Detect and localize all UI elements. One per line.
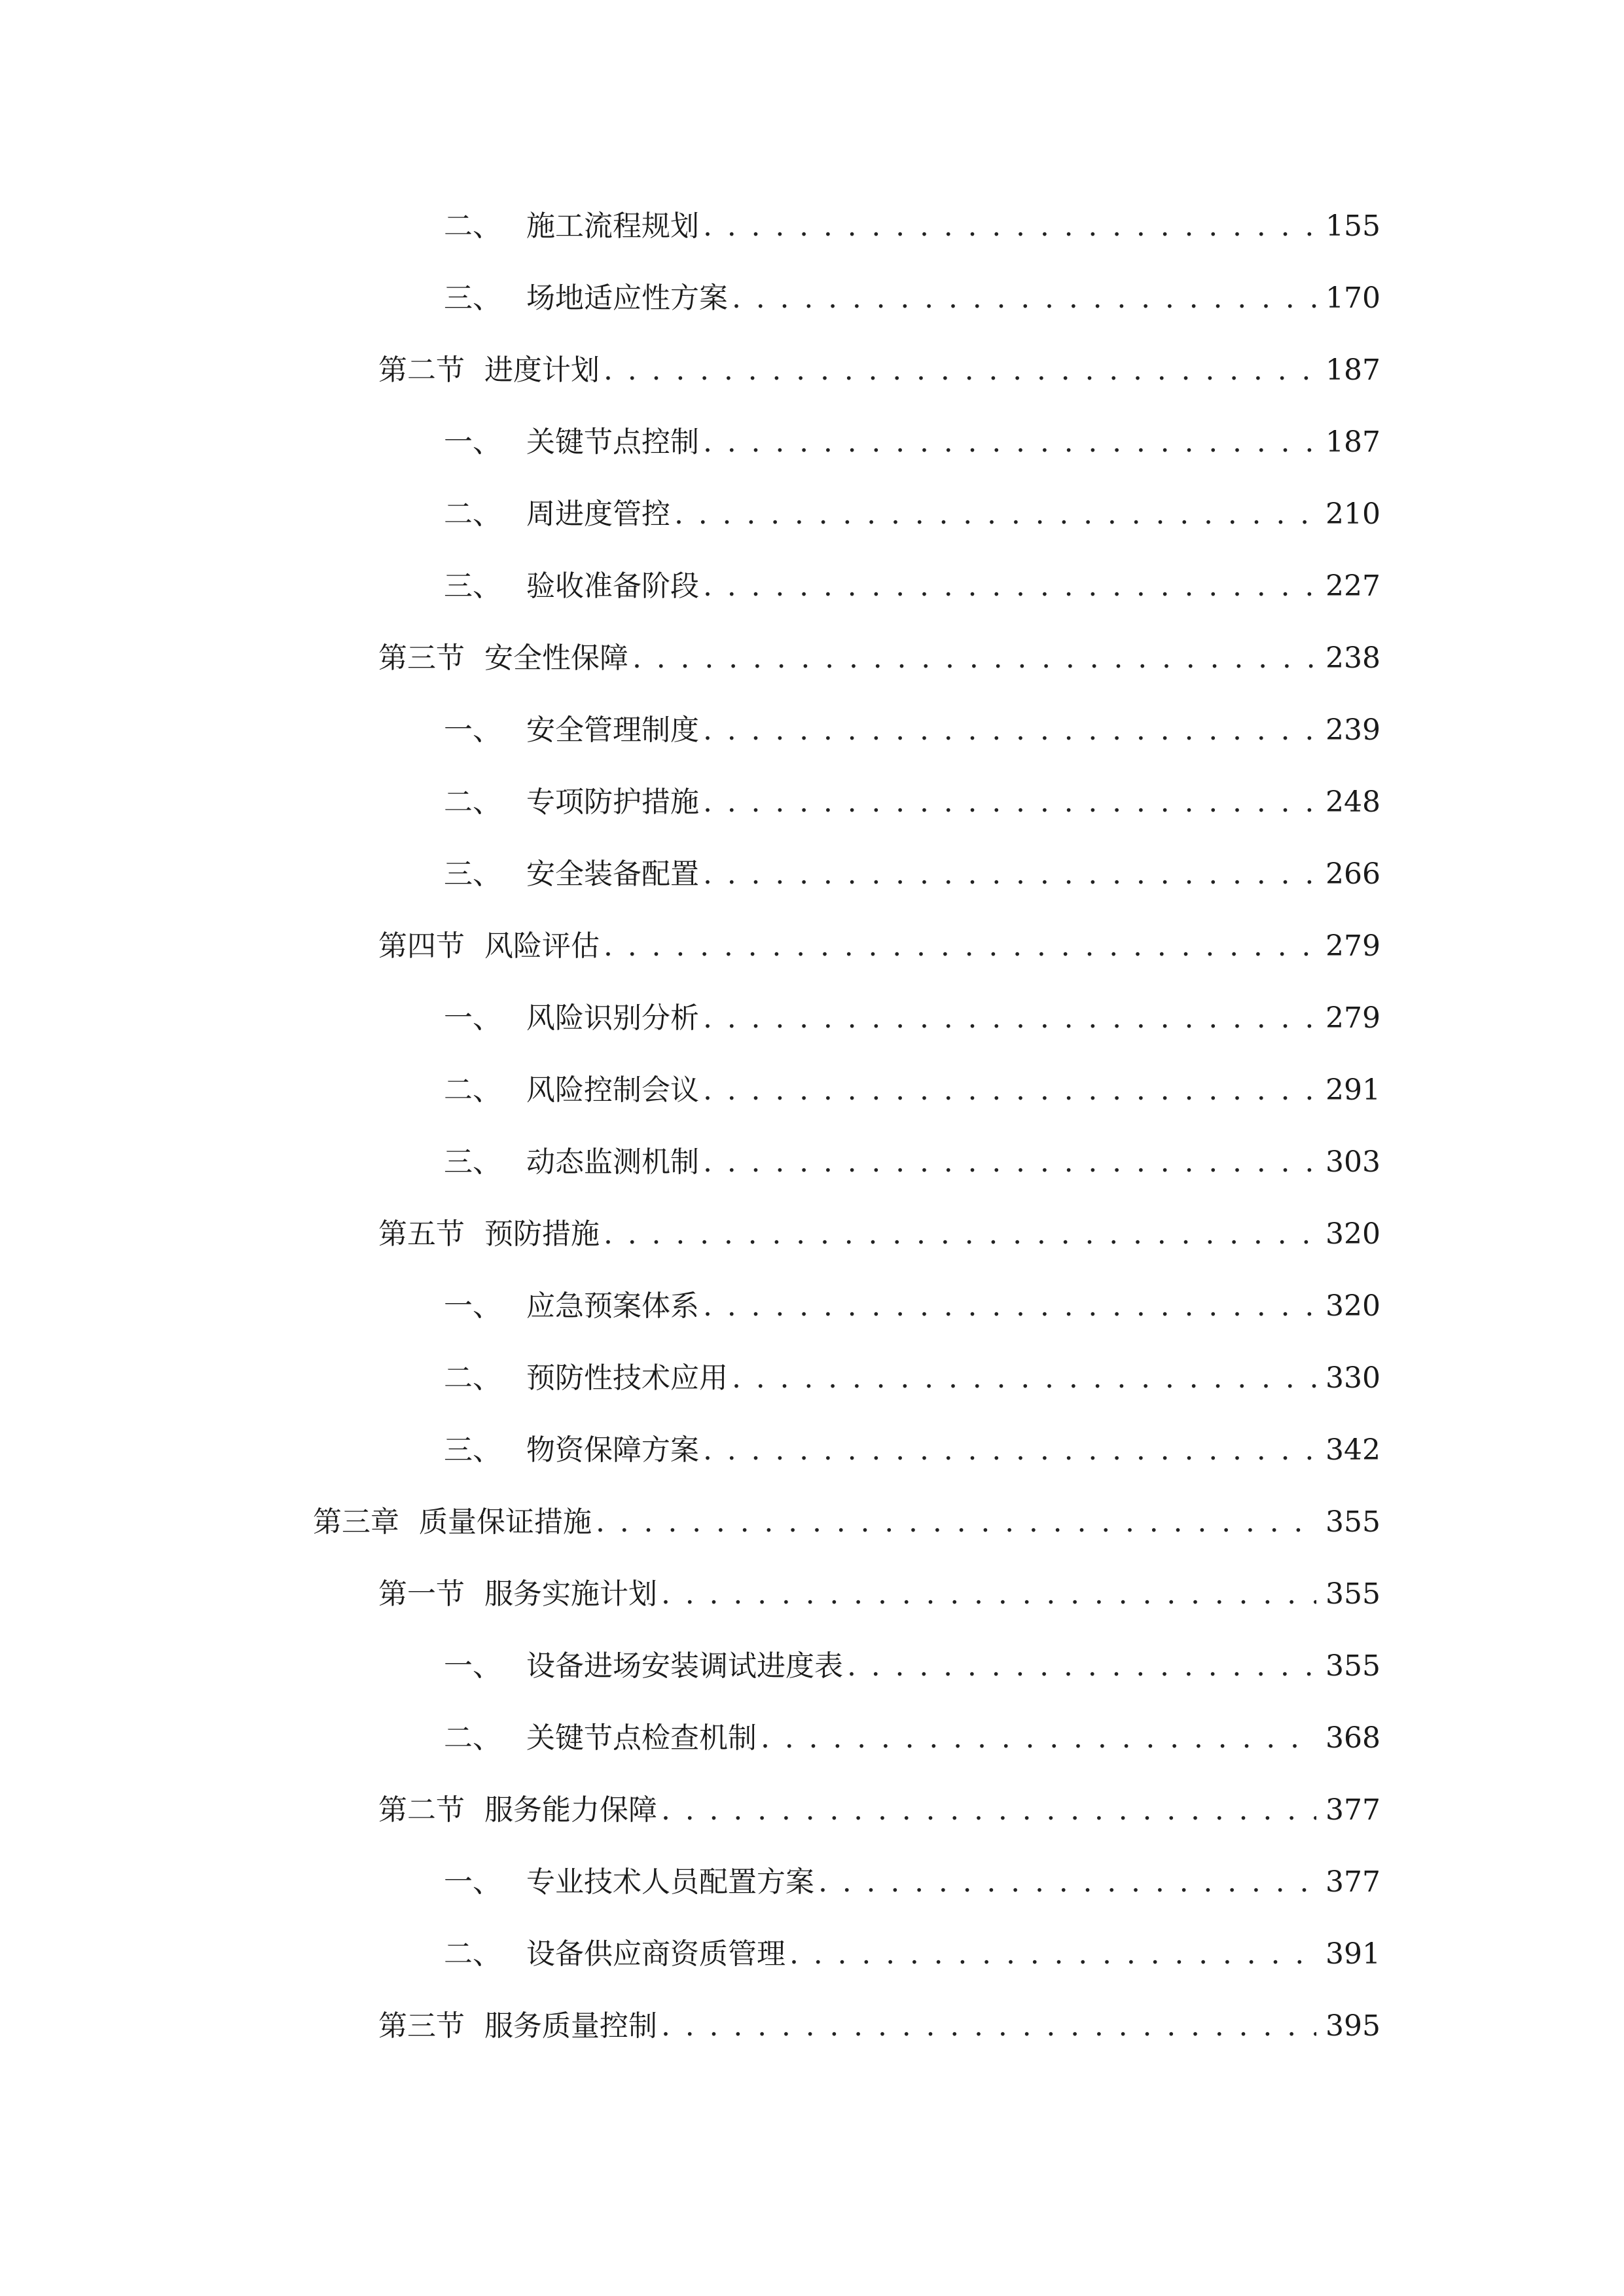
toc-entry-number: 二、	[444, 1721, 501, 1755]
toc-entry[interactable]	[313, 1496, 1380, 1549]
toc-entry[interactable]	[444, 1640, 1380, 1693]
toc-entry-title: 安全性保障	[484, 641, 628, 675]
toc-entry-number: 二、	[444, 1361, 501, 1395]
toc-entry[interactable]	[444, 1064, 1380, 1117]
toc-entry-page-number: 377	[1326, 1793, 1380, 1827]
toc-entry[interactable]	[378, 2000, 1380, 2053]
toc-entry-title: 风险评估	[484, 929, 600, 963]
toc-entry[interactable]	[444, 1352, 1380, 1405]
dot-leader	[632, 632, 1316, 685]
toc-entry-number: 一、	[444, 713, 501, 747]
toc-entry-page-number: 279	[1326, 929, 1380, 963]
toc-entry-page-number: 355	[1326, 1577, 1380, 1611]
toc-entry-title: 验收准备阶段	[526, 569, 699, 603]
dot-leader	[703, 560, 1316, 613]
toc-entry[interactable]	[444, 272, 1380, 325]
toc-entry-number: 三、	[444, 1145, 501, 1179]
toc-entry-number: 二、	[444, 1073, 501, 1107]
toc-entry[interactable]	[444, 488, 1380, 541]
toc-entry-title: 安全装备配置	[526, 857, 699, 891]
toc-entry-number: 第二节	[378, 353, 465, 387]
dot-leader	[818, 1856, 1316, 1909]
toc-entry-number: 三、	[444, 1433, 501, 1467]
toc-entry-page-number: 342	[1326, 1433, 1380, 1467]
toc-entry-title: 风险识别分析	[526, 1001, 699, 1035]
toc-entry[interactable]	[444, 1136, 1380, 1189]
toc-entry-title: 施工流程规划	[526, 209, 699, 243]
toc-entry-title: 设备进场安装调试进度表	[526, 1649, 843, 1683]
toc-entry-title: 场地适应性方案	[526, 281, 728, 315]
toc-entry-page-number: 320	[1326, 1217, 1380, 1251]
toc-entry-page-number: 227	[1326, 569, 1380, 603]
toc-entry-title: 周进度管控	[526, 497, 670, 531]
toc-entry-title: 应急预案体系	[526, 1289, 699, 1323]
dot-leader	[596, 1496, 1316, 1549]
dot-leader	[703, 704, 1316, 757]
toc-entry-title: 设备供应商资质管理	[526, 1937, 785, 1971]
toc-entry-title: 进度计划	[484, 353, 600, 387]
dot-leader	[604, 1208, 1316, 1261]
toc-entry-page-number: 355	[1326, 1505, 1380, 1539]
dot-leader	[703, 1424, 1316, 1477]
toc-entry-title: 质量保证措施	[419, 1505, 592, 1539]
toc-entry-title: 物资保障方案	[526, 1433, 699, 1467]
dot-leader	[661, 2000, 1316, 2053]
dot-leader	[604, 920, 1316, 973]
dot-leader	[703, 992, 1316, 1045]
dot-leader	[661, 1568, 1316, 1621]
toc-entry-title: 专项防护措施	[526, 785, 699, 819]
toc-entry-title: 服务质量控制	[484, 2009, 657, 2043]
dot-leader	[703, 200, 1316, 253]
toc-entry-page-number: 291	[1326, 1073, 1380, 1107]
toc-entry-page-number: 391	[1326, 1937, 1380, 1971]
dot-leader	[761, 1712, 1316, 1765]
toc-entry-number: 二、	[444, 785, 501, 819]
toc-entry-title: 服务实施计划	[484, 1577, 657, 1611]
toc-entry-page-number: 368	[1326, 1721, 1380, 1755]
toc-entry-page-number: 155	[1326, 209, 1380, 243]
toc-entry-number: 第一节	[378, 1577, 465, 1611]
toc-entry-title: 预防措施	[484, 1217, 600, 1251]
toc-entry-title: 关键节点控制	[526, 425, 699, 459]
toc-entry-number: 一、	[444, 1649, 501, 1683]
dot-leader	[674, 488, 1316, 541]
toc-entry[interactable]	[444, 416, 1380, 469]
toc-entry[interactable]	[378, 1568, 1380, 1621]
dot-leader	[703, 1064, 1316, 1117]
toc-entry-page-number: 239	[1326, 713, 1380, 747]
toc-entry[interactable]	[444, 992, 1380, 1045]
toc-entry-title: 预防性技术应用	[526, 1361, 728, 1395]
toc-entry-number: 第三节	[378, 641, 465, 675]
toc-entry-page-number: 187	[1326, 425, 1380, 459]
toc-entry-page-number: 395	[1326, 2009, 1380, 2043]
toc-entry-title: 专业技术人员配置方案	[526, 1865, 814, 1899]
toc-entry-number: 第三章	[313, 1505, 399, 1539]
toc-entry-page-number: 238	[1326, 641, 1380, 675]
toc-entry[interactable]	[444, 776, 1380, 829]
toc-entry-number: 一、	[444, 1001, 501, 1035]
toc-entry-number: 第三节	[378, 2009, 465, 2043]
toc-entry-number: 二、	[444, 497, 501, 531]
toc-entry[interactable]	[378, 920, 1380, 973]
toc-entry[interactable]	[378, 344, 1380, 397]
toc-entry-number: 第五节	[378, 1217, 465, 1251]
toc-entry-number: 三、	[444, 857, 501, 891]
dot-leader	[732, 272, 1316, 325]
toc-entry[interactable]	[444, 1424, 1380, 1477]
toc-entry-page-number: 266	[1326, 857, 1380, 891]
dot-leader	[732, 1352, 1316, 1405]
toc-entry[interactable]	[444, 200, 1380, 253]
toc-entry[interactable]	[444, 848, 1380, 901]
toc-entry-number: 二、	[444, 1937, 501, 1971]
toc-entry-page-number: 170	[1326, 281, 1380, 315]
toc-entry-page-number: 187	[1326, 353, 1380, 387]
toc-entry-page-number: 279	[1326, 1001, 1380, 1035]
toc-entry-page-number: 248	[1326, 785, 1380, 819]
toc-entry-number: 三、	[444, 569, 501, 603]
toc-entry-number: 一、	[444, 1865, 501, 1899]
dot-leader	[661, 1784, 1316, 1837]
toc-entry[interactable]	[444, 1280, 1380, 1333]
toc-entry-page-number: 320	[1326, 1289, 1380, 1323]
toc-entry-page-number: 355	[1326, 1649, 1380, 1683]
toc-entry[interactable]	[444, 704, 1380, 757]
toc-entry-number: 三、	[444, 281, 501, 315]
toc-entry[interactable]	[444, 1712, 1380, 1765]
toc-entry-page-number: 210	[1326, 497, 1380, 531]
toc-entry-number: 一、	[444, 1289, 501, 1323]
toc-entry[interactable]	[378, 1208, 1380, 1261]
toc-entry-page-number: 303	[1326, 1145, 1380, 1179]
toc-entry-number: 二、	[444, 209, 501, 243]
dot-leader	[703, 848, 1316, 901]
toc-entry[interactable]	[378, 632, 1380, 685]
toc-entry[interactable]	[444, 560, 1380, 613]
dot-leader	[847, 1640, 1316, 1693]
dot-leader	[703, 1280, 1316, 1333]
toc-entry[interactable]	[444, 1928, 1380, 1981]
toc-entry-title: 风险控制会议	[526, 1073, 699, 1107]
dot-leader	[703, 776, 1316, 829]
dot-leader	[703, 1136, 1316, 1189]
toc-entry-number: 第二节	[378, 1793, 465, 1827]
toc-entry-page-number: 377	[1326, 1865, 1380, 1899]
toc-entry[interactable]	[444, 1856, 1380, 1909]
dot-leader	[789, 1928, 1316, 1981]
toc-entry-page-number: 330	[1326, 1361, 1380, 1395]
dot-leader	[604, 344, 1316, 397]
toc-entry-title: 服务能力保障	[484, 1793, 657, 1827]
dot-leader	[703, 416, 1316, 469]
toc-entry-title: 关键节点检查机制	[526, 1721, 757, 1755]
toc-entry-title: 安全管理制度	[526, 713, 699, 747]
toc-entry-title: 动态监测机制	[526, 1145, 699, 1179]
toc-entry[interactable]	[378, 1784, 1380, 1837]
toc-entry-number: 第四节	[378, 929, 465, 963]
toc-entry-number: 一、	[444, 425, 501, 459]
